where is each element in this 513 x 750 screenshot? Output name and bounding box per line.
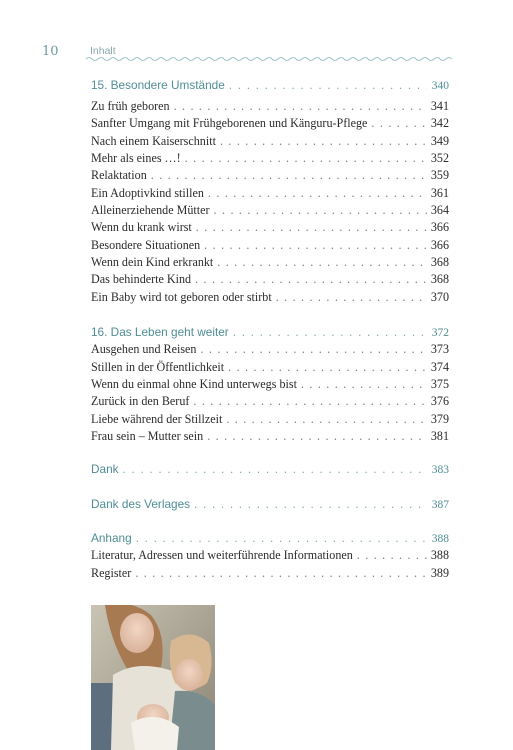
dot-leader	[123, 462, 427, 476]
toc-page-number: 364	[430, 203, 449, 217]
toc-page-number: 376	[430, 394, 449, 408]
dot-leader	[204, 238, 427, 253]
toc-entry[interactable]	[91, 548, 449, 563]
toc-page-number: 388	[431, 533, 449, 545]
toc-page-number: 381	[430, 429, 449, 443]
toc-section-heading[interactable]	[91, 78, 449, 92]
toc-page-number: 366	[430, 238, 449, 252]
wavy-rule-decoration	[86, 55, 452, 63]
toc-entry-title: Literatur, Adressen und weiterführende Informationen	[91, 548, 353, 562]
toc-section-heading[interactable]	[91, 462, 449, 476]
dot-leader	[194, 497, 427, 511]
dot-leader	[301, 377, 427, 392]
toc-entry[interactable]	[91, 151, 449, 166]
toc-entry[interactable]	[91, 566, 449, 581]
toc-entry-title: Ausgehen und Reisen	[91, 342, 197, 356]
toc-entry-title: Das behinderte Kind	[91, 272, 192, 286]
dot-leader	[220, 134, 427, 149]
toc-page-number: 366	[430, 220, 449, 234]
toc-entry-title: Nach einem Kaiserschnitt	[91, 134, 216, 148]
dot-leader	[136, 531, 427, 545]
mother-breastfeeding-photo-icon	[91, 605, 215, 750]
toc-entry-title: Stillen in der Öffentlichkeit	[91, 360, 225, 374]
photo-mother-with-baby	[91, 605, 215, 750]
toc-page-number: 372	[431, 327, 449, 339]
toc-entry-title: Anhang	[91, 531, 132, 545]
toc-entry[interactable]	[91, 272, 449, 287]
dot-leader	[207, 429, 427, 444]
toc-entry-title: Frau sein – Mutter sein	[91, 429, 204, 443]
toc-page-number: 349	[430, 134, 449, 148]
toc-page-number: 379	[430, 412, 449, 426]
toc-entry[interactable]	[91, 220, 449, 235]
toc-entry[interactable]	[91, 394, 449, 409]
toc-entry-title: Dank des Verlages	[91, 497, 191, 511]
toc-entry[interactable]	[91, 290, 449, 305]
toc-entry-title: Zurück in den Beruf	[91, 394, 190, 408]
dot-leader	[276, 290, 427, 305]
toc-page-number: 388	[430, 548, 449, 562]
dot-leader	[371, 116, 426, 131]
toc-section-heading[interactable]	[91, 531, 449, 545]
dot-leader	[135, 566, 427, 581]
dot-leader	[200, 342, 426, 357]
toc-page-number: 375	[430, 377, 449, 391]
toc-entry-title: Mehr als eines …!	[91, 151, 181, 165]
dot-leader	[357, 548, 427, 563]
toc-entry[interactable]	[91, 255, 449, 270]
toc-page-number: 342	[430, 116, 449, 130]
toc-page-number: 389	[430, 566, 449, 580]
toc-entry[interactable]	[91, 429, 449, 444]
toc-entry[interactable]	[91, 116, 449, 131]
dot-leader	[193, 394, 426, 409]
toc-entry[interactable]	[91, 360, 449, 375]
dot-leader	[229, 78, 427, 92]
toc-entry-title: Alleinerziehende Mütter	[91, 203, 210, 217]
toc-entry-title: Wenn du krank wirst	[91, 220, 192, 234]
dot-leader	[196, 220, 427, 235]
toc-entry[interactable]	[91, 99, 449, 114]
toc-page-number: 374	[430, 360, 449, 374]
toc-page-number: 368	[430, 255, 449, 269]
toc-entry-title: Relaktation	[91, 168, 147, 182]
dot-leader	[214, 203, 427, 218]
toc-page-number: 383	[431, 464, 449, 476]
dot-leader	[195, 272, 427, 287]
toc-entry-title: Ein Baby wird tot geboren oder stirbt	[91, 290, 272, 304]
dot-leader	[185, 151, 427, 166]
toc-entry-title: 16. Das Leben geht weiter	[91, 325, 229, 339]
page-number: 10	[42, 44, 59, 59]
dot-leader	[151, 168, 427, 183]
toc-entry[interactable]	[91, 186, 449, 201]
toc-section-heading[interactable]	[91, 497, 449, 511]
dot-leader	[208, 186, 427, 201]
dot-leader	[226, 412, 427, 427]
toc-page-number: 368	[430, 272, 449, 286]
toc-page-number: 352	[430, 151, 449, 165]
toc-page-number: 340	[431, 80, 449, 92]
toc-entry-title: Zu früh geboren	[91, 99, 170, 113]
toc-entry[interactable]	[91, 203, 449, 218]
dot-leader	[233, 325, 427, 339]
toc-entry[interactable]	[91, 377, 449, 392]
toc-entry-title: Ein Adoptivkind stillen	[91, 186, 204, 200]
toc-page-number: 361	[430, 186, 449, 200]
toc-entry-title: Wenn du einmal ohne Kind unterwegs bist	[91, 377, 297, 391]
toc-entry-title: Register	[91, 566, 132, 580]
dot-leader	[228, 360, 427, 375]
toc-section-heading[interactable]	[91, 325, 449, 339]
toc-entry[interactable]	[91, 134, 449, 149]
dot-leader	[174, 99, 427, 114]
toc-page-number: 341	[430, 99, 449, 113]
toc-page-number: 373	[430, 342, 449, 356]
toc-page-number: 370	[430, 290, 449, 304]
dot-leader	[217, 255, 427, 270]
running-head: Inhalt	[90, 45, 116, 57]
toc-entry[interactable]	[91, 238, 449, 253]
toc-page-number: 387	[431, 499, 449, 511]
toc-entry[interactable]	[91, 342, 449, 357]
toc-entry[interactable]	[91, 168, 449, 183]
toc-entry[interactable]	[91, 412, 449, 427]
toc-page-number: 359	[430, 168, 449, 182]
toc-entry-title: Wenn dein Kind erkrankt	[91, 255, 214, 269]
toc-entry-title: Liebe während der Stillzeit	[91, 412, 223, 426]
toc-entry-title: Sanfter Umgang mit Frühgeborenen und Känguru-Pflege	[91, 116, 368, 130]
toc-entry-title: 15. Besondere Umstände	[91, 78, 225, 92]
toc-entry-title: Dank	[91, 462, 119, 476]
toc-entry-title: Besondere Situationen	[91, 238, 201, 252]
